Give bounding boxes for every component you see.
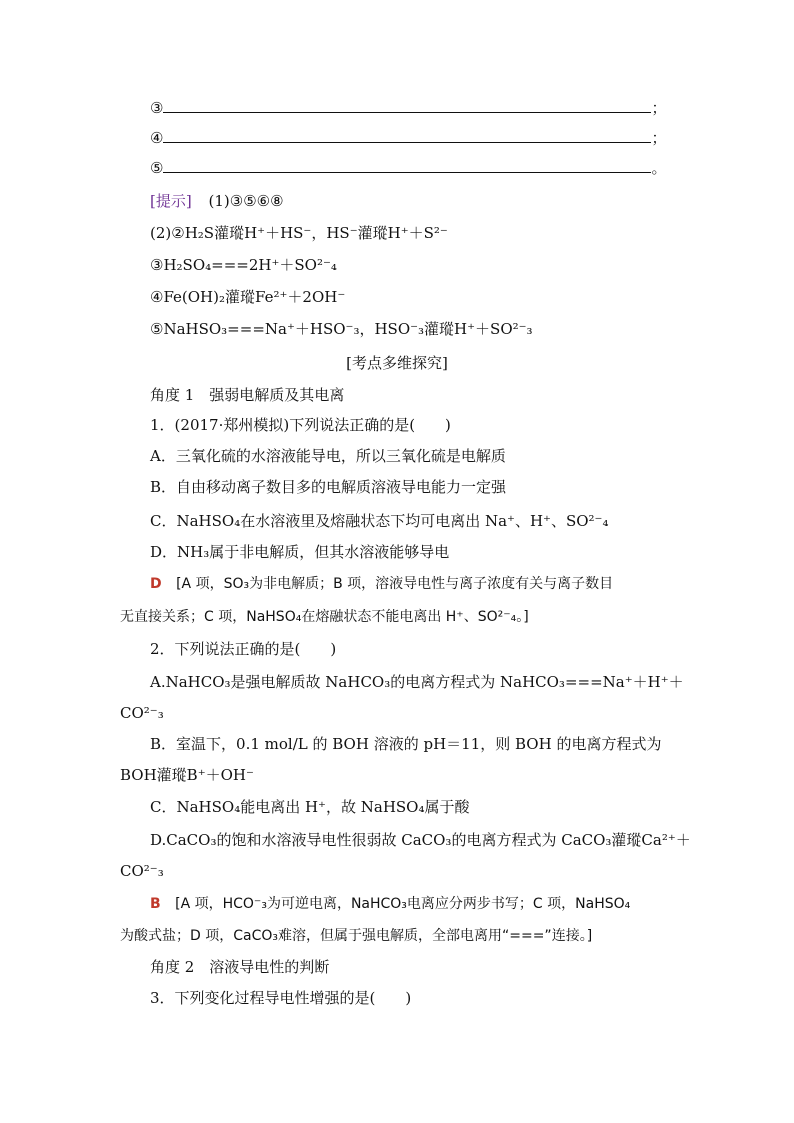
- blank-end: 。: [651, 159, 667, 177]
- q2-answer: B: [150, 896, 161, 912]
- blank-end: ；: [651, 129, 667, 147]
- q1-option-b: B．自由移动离子数目多的电解质溶液导电能力一定强: [150, 478, 507, 496]
- blank-num: ⑤: [150, 159, 164, 177]
- section-title: [考点多维探究]: [346, 354, 448, 372]
- q1-stem: 1．(2017·郑州模拟)下列说法正确的是( ): [150, 416, 451, 434]
- q2-option-a-cont: CO²⁻₃: [120, 704, 164, 722]
- q2-option-d: D.CaCO₃的饱和水溶液导电性很弱故 CaCO₃的电离方程式为 CaCO₃灌瑽Ca²⁺＋: [150, 831, 691, 849]
- hint-line-4: ④Fe(OH)₂灌瑽Fe²⁺＋2OH⁻: [150, 288, 346, 306]
- q1-option-c: C．NaHSO₄在水溶液里及熔融状态下均可电离出 Na⁺、H⁺、SO²⁻₄: [150, 512, 609, 530]
- q2-explanation-2: 为酸式盐；D 项，CaCO₃难溶，但属于强电解质，全部电离用“===”连接。]: [120, 928, 593, 944]
- answer-blank[interactable]: [163, 98, 651, 113]
- blank-num: ③: [150, 99, 164, 117]
- hint-text: (1)③⑤⑥⑧: [208, 192, 284, 210]
- blank-line-3: [150, 97, 666, 119]
- hint-line-1: [150, 190, 284, 212]
- hint-line-5: ⑤NaHSO₃===Na⁺＋HSO⁻₃，HSO⁻₃灌瑽H⁺＋SO²⁻₃: [150, 320, 533, 338]
- q1-answer: D: [150, 576, 162, 592]
- hint-label: [提示]: [150, 192, 192, 210]
- hint-line-2: (2)②H₂S灌瑽H⁺＋HS⁻，HS⁻灌瑽H⁺＋S²⁻: [150, 224, 448, 242]
- answer-blank[interactable]: [163, 128, 651, 143]
- q2-stem: 2．下列说法正确的是( ): [150, 640, 337, 658]
- q2-exp-text: [A 项，HCO⁻₃为可逆电离，NaHCO₃电离应分两步书写；C 项，NaHSO₄: [175, 896, 631, 912]
- q2-explanation-1: [150, 893, 630, 915]
- q3-stem: 3．下列变化过程导电性增强的是( ): [150, 989, 412, 1007]
- blank-line-4: [150, 127, 666, 149]
- q1-option-a: A．三氧化硫的水溶液能导电，所以三氧化硫是电解质: [150, 447, 506, 465]
- blank-line-5: [150, 157, 666, 179]
- hint-line-3: ③H₂SO₄===2H⁺＋SO²⁻₄: [150, 256, 337, 274]
- blank-num: ④: [150, 129, 164, 147]
- q2-option-b-cont: BOH灌瑽B⁺＋OH⁻: [120, 766, 254, 784]
- q2-option-b: B．室温下，0.1 mol/L 的 BOH 溶液的 pH＝11，则 BOH 的电离方程式为: [150, 735, 662, 753]
- angle-1-heading: 角度 1 强弱电解质及其电离: [150, 386, 345, 404]
- angle-2-heading: 角度 2 溶液导电性的判断: [150, 958, 330, 976]
- blank-end: ；: [651, 99, 667, 117]
- q2-option-a: A.NaHCO₃是强电解质故 NaHCO₃的电离方程式为 NaHCO₃===Na⁺＋H⁺＋: [150, 673, 684, 691]
- q1-exp-text: [A 项，SO₃为非电解质；B 项，溶液导电性与离子浓度有关与离子数目: [176, 576, 614, 592]
- q1-option-d: D．NH₃属于非电解质，但其水溶液能够导电: [150, 543, 450, 561]
- q1-explanation-1: [150, 573, 613, 595]
- q2-option-d-cont: CO²⁻₃: [120, 862, 164, 880]
- q2-option-c: C．NaHSO₄能电离出 H⁺，故 NaHSO₄属于酸: [150, 798, 470, 816]
- q1-explanation-2: 无直接关系；C 项，NaHSO₄在熔融状态不能电离出 H⁺、SO²⁻₄。]: [120, 609, 529, 625]
- answer-blank[interactable]: [163, 158, 651, 173]
